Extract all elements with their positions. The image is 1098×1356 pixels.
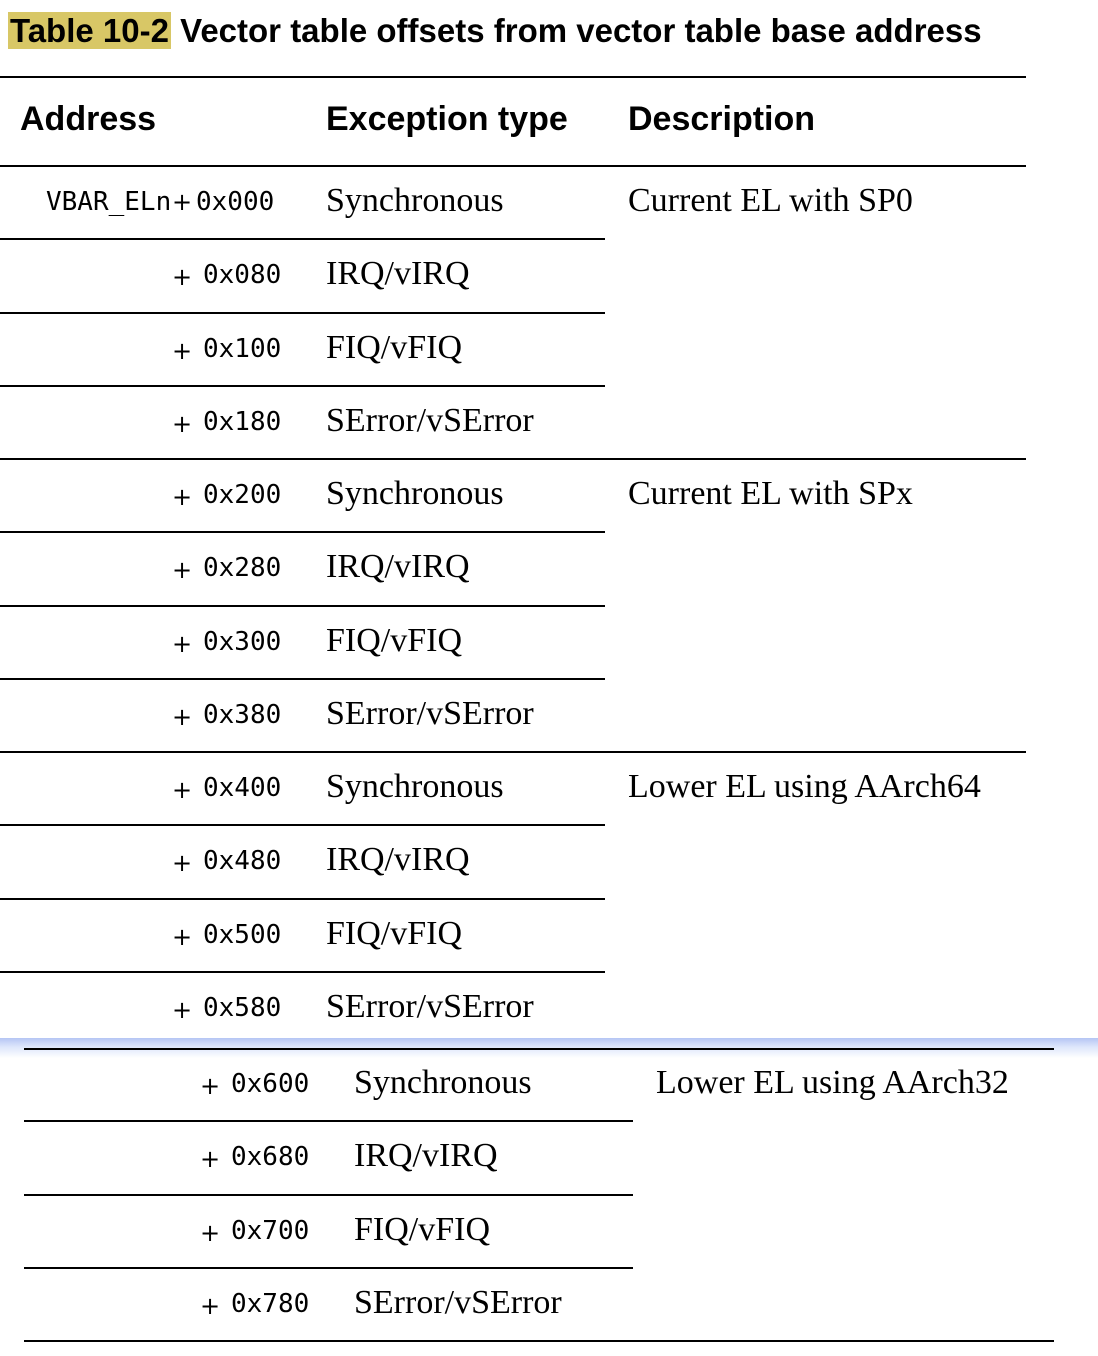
- address-offset: 0x000: [196, 187, 275, 217]
- address-base-register: VBAR_ELn: [46, 187, 172, 217]
- exception-type: SError/vSError: [326, 695, 534, 733]
- exception-type: IRQ/vIRQ: [354, 1137, 498, 1175]
- exception-type: Synchronous: [326, 182, 504, 219]
- group-description: Lower EL using AArch64: [628, 768, 981, 805]
- table-row: [0, 386, 1098, 459]
- address-offset: 0x780: [231, 1289, 310, 1320]
- table-row: [0, 1048, 1098, 1121]
- header-address: Address: [20, 100, 157, 138]
- table-title: Vector table offsets from vector table base address: [180, 12, 982, 49]
- exception-type: SError/vSError: [354, 1284, 562, 1322]
- table-number: Table 10-2: [10, 12, 169, 49]
- exception-type: IRQ/vIRQ: [326, 841, 470, 879]
- address-offset: 0x600: [231, 1069, 310, 1099]
- table-row: [0, 1268, 1098, 1341]
- table-row: [0, 606, 1098, 679]
- table-row: [0, 239, 1098, 312]
- exception-type: Synchronous: [326, 475, 504, 512]
- address-offset: 0x680: [231, 1142, 310, 1173]
- exception-type: IRQ/vIRQ: [326, 548, 470, 586]
- group-description: Current EL with SP0: [628, 182, 913, 219]
- address-plus-sign: +: [172, 556, 193, 585]
- address-offset: 0x700: [231, 1215, 310, 1246]
- table-row: [0, 532, 1098, 605]
- table-row: [0, 752, 1098, 825]
- address-offset: 0x380: [203, 700, 282, 731]
- exception-type: FIQ/vFIQ: [354, 1210, 491, 1248]
- table-top-rule: [0, 76, 1026, 78]
- group-description: Lower EL using AArch32: [656, 1064, 1009, 1101]
- exception-type: FIQ/vFIQ: [326, 914, 463, 952]
- address-offset: 0x580: [203, 993, 282, 1024]
- address-offset: 0x500: [203, 919, 282, 950]
- address-offset: 0x480: [203, 846, 282, 877]
- exception-type: FIQ/vFIQ: [326, 621, 463, 659]
- table-row: [0, 899, 1098, 972]
- table-row: [0, 313, 1098, 386]
- exception-type: Synchronous: [326, 768, 504, 805]
- address-plus-sign: +: [172, 410, 193, 439]
- address-offset: 0x300: [203, 626, 282, 657]
- table-caption: [8, 8, 982, 54]
- address-plus-sign: +: [172, 849, 193, 878]
- table-row: [0, 825, 1098, 898]
- group-description: Current EL with SPx: [628, 475, 913, 512]
- address-offset: 0x200: [203, 480, 282, 510]
- address-plus-sign: +: [200, 1218, 221, 1247]
- address-plus-sign: +: [172, 703, 193, 732]
- address-plus-sign: +: [172, 996, 193, 1025]
- exception-type: Synchronous: [354, 1064, 532, 1101]
- address-plus-sign: +: [172, 629, 193, 658]
- exception-type: SError/vSError: [326, 988, 534, 1026]
- exception-type: FIQ/vFIQ: [326, 328, 463, 366]
- address-offset: 0x180: [203, 407, 282, 438]
- address-plus-sign: +: [172, 483, 193, 511]
- address-plus-sign: +: [172, 922, 193, 951]
- address-plus-sign: +: [172, 336, 193, 365]
- exception-type: SError/vSError: [326, 402, 534, 440]
- header-description: Description: [628, 100, 816, 138]
- address-plus-sign: +: [172, 188, 193, 216]
- address-plus-sign: +: [172, 776, 193, 804]
- address-offset: 0x280: [203, 553, 282, 584]
- address-plus-sign: +: [172, 263, 193, 292]
- address-plus-sign: +: [200, 1072, 221, 1100]
- address-plus-sign: +: [200, 1145, 221, 1174]
- address-plus-sign: +: [200, 1292, 221, 1321]
- table-row: [0, 1121, 1098, 1194]
- exception-type: IRQ/vIRQ: [326, 255, 470, 293]
- table-row: [0, 972, 1098, 1045]
- table-row: [0, 459, 1098, 532]
- address-offset: 0x080: [203, 260, 282, 291]
- table-row: [0, 679, 1098, 752]
- table-row: [0, 166, 1098, 239]
- table-row: [0, 1195, 1098, 1268]
- address-offset: 0x100: [203, 333, 282, 364]
- address-offset: 0x400: [203, 773, 282, 803]
- header-exception-type: Exception type: [326, 100, 568, 138]
- table-bottom-rule: [24, 1340, 1054, 1342]
